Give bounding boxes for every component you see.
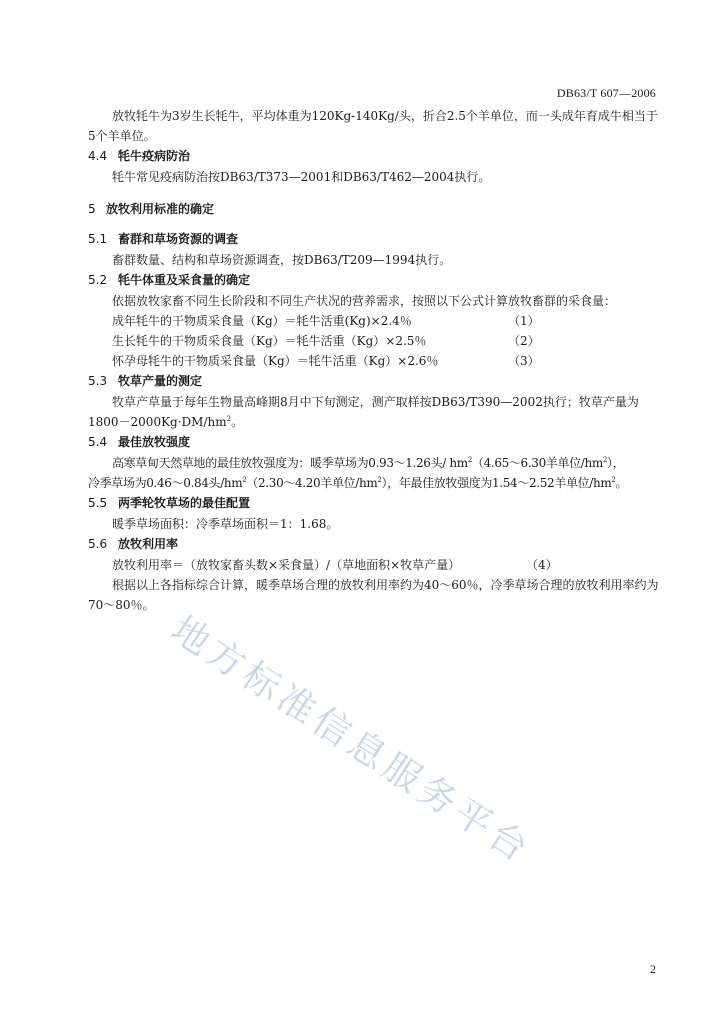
paragraph-forage-yield-line2 <box>88 412 660 432</box>
heading-5-3 <box>88 371 660 392</box>
paragraph-grazing-intensity-line1 <box>88 453 660 473</box>
section-title: 牦牛疫病防治 <box>118 149 191 163</box>
page-content <box>88 106 660 615</box>
section-title: 两季轮牧草场的最佳配置 <box>118 496 251 510</box>
text-run: 冷季草场为0.46～0.84头/hm <box>88 476 243 490</box>
superscript: 2 <box>377 476 382 484</box>
formula-text: 怀孕母牦牛的干物质采食量（Kg）＝牦牛活重（Kg）×2.6％ <box>112 354 439 368</box>
superscript: 2 <box>602 456 608 464</box>
heading-5-5 <box>88 493 660 514</box>
text-run: ），年最佳放牧强度为1.54～2.52羊单位/hm <box>381 476 612 490</box>
document-code-header: DB63/T 607—2006 <box>556 86 656 100</box>
formula-number: （3） <box>508 354 540 368</box>
section-number: 5.2 <box>88 273 108 287</box>
formula-pregnant-intake <box>88 351 660 371</box>
formula-text: 成年牦牛的干物质采食量（Kg）＝牦牛活重(Kg)×2.4％ <box>112 314 412 328</box>
paragraph-intake-basis: 依据放牧家畜不同生长阶段和不同生产状况的营养需求，按照以下公式计算放牧畜群的采食量： <box>112 294 617 308</box>
heading-5-2 <box>88 270 660 291</box>
text-run: 。 <box>231 415 244 429</box>
paragraph-resource-survey: 畜群数量、结构和草场资源调查，按DB63/T209—1994执行。 <box>112 253 452 267</box>
formula-number: （4） <box>526 558 558 572</box>
section-title: 牧草产量的测定 <box>118 374 203 388</box>
section-title: 放牧利用率 <box>118 537 179 551</box>
section-number: 5.5 <box>88 496 108 510</box>
formula-number: （2） <box>508 334 540 348</box>
heading-5 <box>88 199 660 220</box>
page-number: 2 <box>650 962 656 976</box>
superscript: 2 <box>467 456 472 464</box>
text-run: （4.65～6.30羊单位/hm <box>471 456 603 470</box>
paragraph-disease-control: 牦牛常见疫病防治按DB63/T373—2001和DB63/T462—2004执行。 <box>112 170 491 184</box>
heading-5-6 <box>88 534 660 555</box>
paragraph-forage-yield-line1: 牧草产草量于每年生物量高峰期8月中下旬测定，测产取样按DB63/T390—2002执行；牧草产量为 <box>112 395 639 409</box>
section-number: 5.3 <box>88 374 108 388</box>
paragraph-utilization-conclusion: 根据以上各指标综合计算，暖季草场合理的放牧利用率约为40～60％，冷季草场合理的放牧利用率约为70～80％。 <box>88 578 659 612</box>
formula-number: （1） <box>508 314 540 328</box>
section-title: 牦牛体重及采食量的确定 <box>118 273 251 287</box>
text-run: 高寒草甸天然草地的最佳放牧强度为：暖季草场为0.93～1.26头/ hm <box>112 456 468 470</box>
paragraph-pasture-ratio: 暖季草场面积：冷季草场面积＝1：1.68。 <box>112 517 339 531</box>
section-title: 畜群和草场资源的调查 <box>118 232 239 246</box>
section-number: 5.6 <box>88 537 108 551</box>
heading-5-4 <box>88 432 660 453</box>
section-title: 放牧利用标准的确定 <box>106 202 215 216</box>
superscript: 2 <box>242 476 247 484</box>
section-title: 最佳放牧强度 <box>118 435 191 449</box>
heading-4-4 <box>88 146 660 167</box>
section-number: 4.4 <box>88 149 108 163</box>
section-number: 5.1 <box>88 232 108 246</box>
heading-5-1 <box>88 229 660 250</box>
formula-text: 放牧利用率＝（放牧家畜头数×采食量）/（草地面积×牧草产量） <box>112 558 461 572</box>
formula-adult-intake <box>88 311 660 331</box>
formula-utilization-rate <box>88 555 660 575</box>
superscript: 2 <box>226 415 232 423</box>
superscript: 2 <box>611 476 616 484</box>
paragraph-grazing-intensity-line2 <box>88 473 660 493</box>
section-number: 5.4 <box>88 435 108 449</box>
text-run: （2.30～4.20羊单位/hm <box>246 476 378 490</box>
text-run: 。 <box>615 476 628 490</box>
section-number: 5 <box>88 202 96 216</box>
formula-text: 生长牦牛的干物质采食量（Kg）＝牦牛活重（Kg）×2.5％ <box>112 334 427 348</box>
text-run: ）， <box>607 456 625 470</box>
paragraph-yak-unit: 放牧牦牛为3岁生长牦牛，平均体重为120Kg-140Kg/头，折合2.5个羊单位，而一头成年育成牛相当于5个羊单位。 <box>88 109 658 143</box>
formula-growing-intake <box>88 331 660 351</box>
text-run: 1800－2000Kg·DM/hm <box>88 415 227 429</box>
watermark: 地方标准信息服务平台 <box>163 607 540 873</box>
